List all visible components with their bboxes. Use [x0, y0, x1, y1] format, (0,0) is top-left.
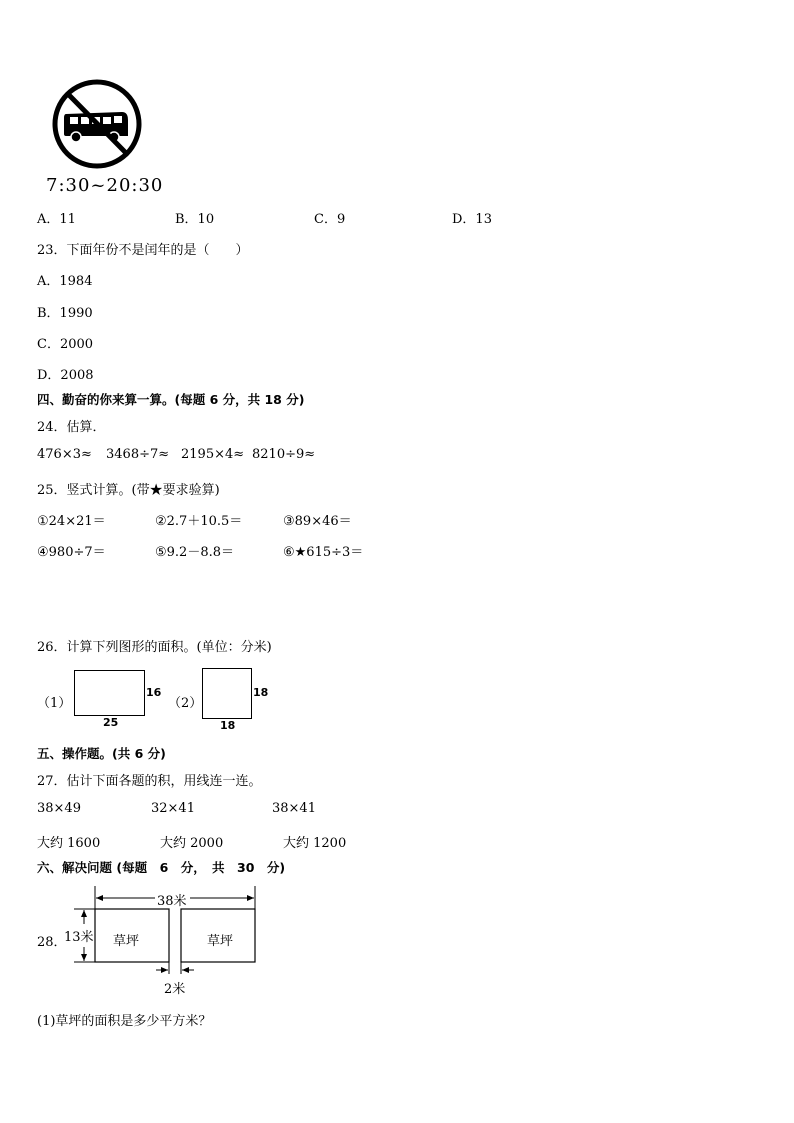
q22-option-d: D．13: [452, 212, 492, 227]
q28-number: 28．: [37, 935, 67, 950]
q22-option-c: C．9: [314, 212, 346, 227]
no-bus-sign: [50, 78, 146, 170]
q27-expr: 32×41: [151, 801, 195, 816]
section4-title: 四、勤奋的你来算一算。(每题 6 分，共 18 分): [37, 392, 305, 407]
q24-stem: 24．估算．: [37, 420, 106, 435]
section6-title: 六、解决问题 (每题 6 分， 共 30 分): [37, 860, 286, 875]
q24-item: 3468÷7≈: [106, 447, 170, 462]
q27-stem: 27．估计下面各题的积，用线连一连。: [37, 774, 262, 789]
q24-item: 476×3≈: [37, 447, 92, 462]
q26-fig2-width: 18: [220, 719, 236, 732]
section5-title: 五、操作题。(共 6 分): [37, 746, 166, 761]
q27-answer: 大约 2000: [160, 836, 224, 851]
q26-fig2-label: （2）: [168, 696, 203, 711]
q28-subquestion-1: (1)草坪的面积是多少平方米？: [37, 1014, 212, 1029]
q23-option-c: C．2000: [37, 337, 94, 352]
sign-time-range: 7:30~20:30: [46, 175, 164, 196]
q28-gap-width: 2米: [164, 982, 186, 997]
q24-item: 8210÷9≈: [252, 447, 316, 462]
q27-answer: 大约 1600: [37, 836, 101, 851]
q23-stem: 23．下面年份不是闰年的是（ ）: [37, 243, 249, 258]
q25-stem: 25．竖式计算。(带★要求验算): [37, 483, 220, 498]
q24-item: 2195×4≈: [181, 447, 245, 462]
q25-item: ⑤9.2－8.8＝: [155, 545, 235, 560]
q28-right-lawn-label: 草坪: [207, 934, 234, 949]
q27-expr: 38×49: [37, 801, 81, 816]
q26-fig1-width: 25: [103, 716, 119, 729]
q26-fig2-rect: [202, 668, 252, 719]
q25-item: ③89×46＝: [283, 514, 352, 529]
q26-fig2-height: 18: [253, 686, 269, 699]
q27-answer: 大约 1200: [283, 836, 347, 851]
q25-item: ②2.7＋10.5＝: [155, 514, 243, 529]
q22-option-b: B．10: [175, 212, 215, 227]
q26-fig1-label: （1）: [37, 696, 72, 711]
q26-stem: 26．计算下列图形的面积。(单位：分米): [37, 640, 272, 655]
q25-item: ⑥★615÷3＝: [283, 545, 364, 560]
q23-option-b: B．1990: [37, 306, 93, 321]
q23-option-d: D．2008: [37, 368, 94, 383]
q23-option-a: A．1984: [37, 274, 93, 289]
q28-total-width: 38米: [157, 894, 187, 909]
q27-expr: 38×41: [272, 801, 316, 816]
q22-option-a: A．11: [37, 212, 76, 227]
bus-icon: [64, 112, 128, 142]
q28-left-lawn-label: 草坪: [113, 934, 140, 949]
q25-item: ④980÷7＝: [37, 545, 106, 560]
q28-height: 13米: [64, 930, 94, 945]
q25-item: ①24×21＝: [37, 514, 106, 529]
q26-fig1-height: 16: [146, 686, 162, 699]
q26-fig1-rect: [74, 670, 145, 716]
